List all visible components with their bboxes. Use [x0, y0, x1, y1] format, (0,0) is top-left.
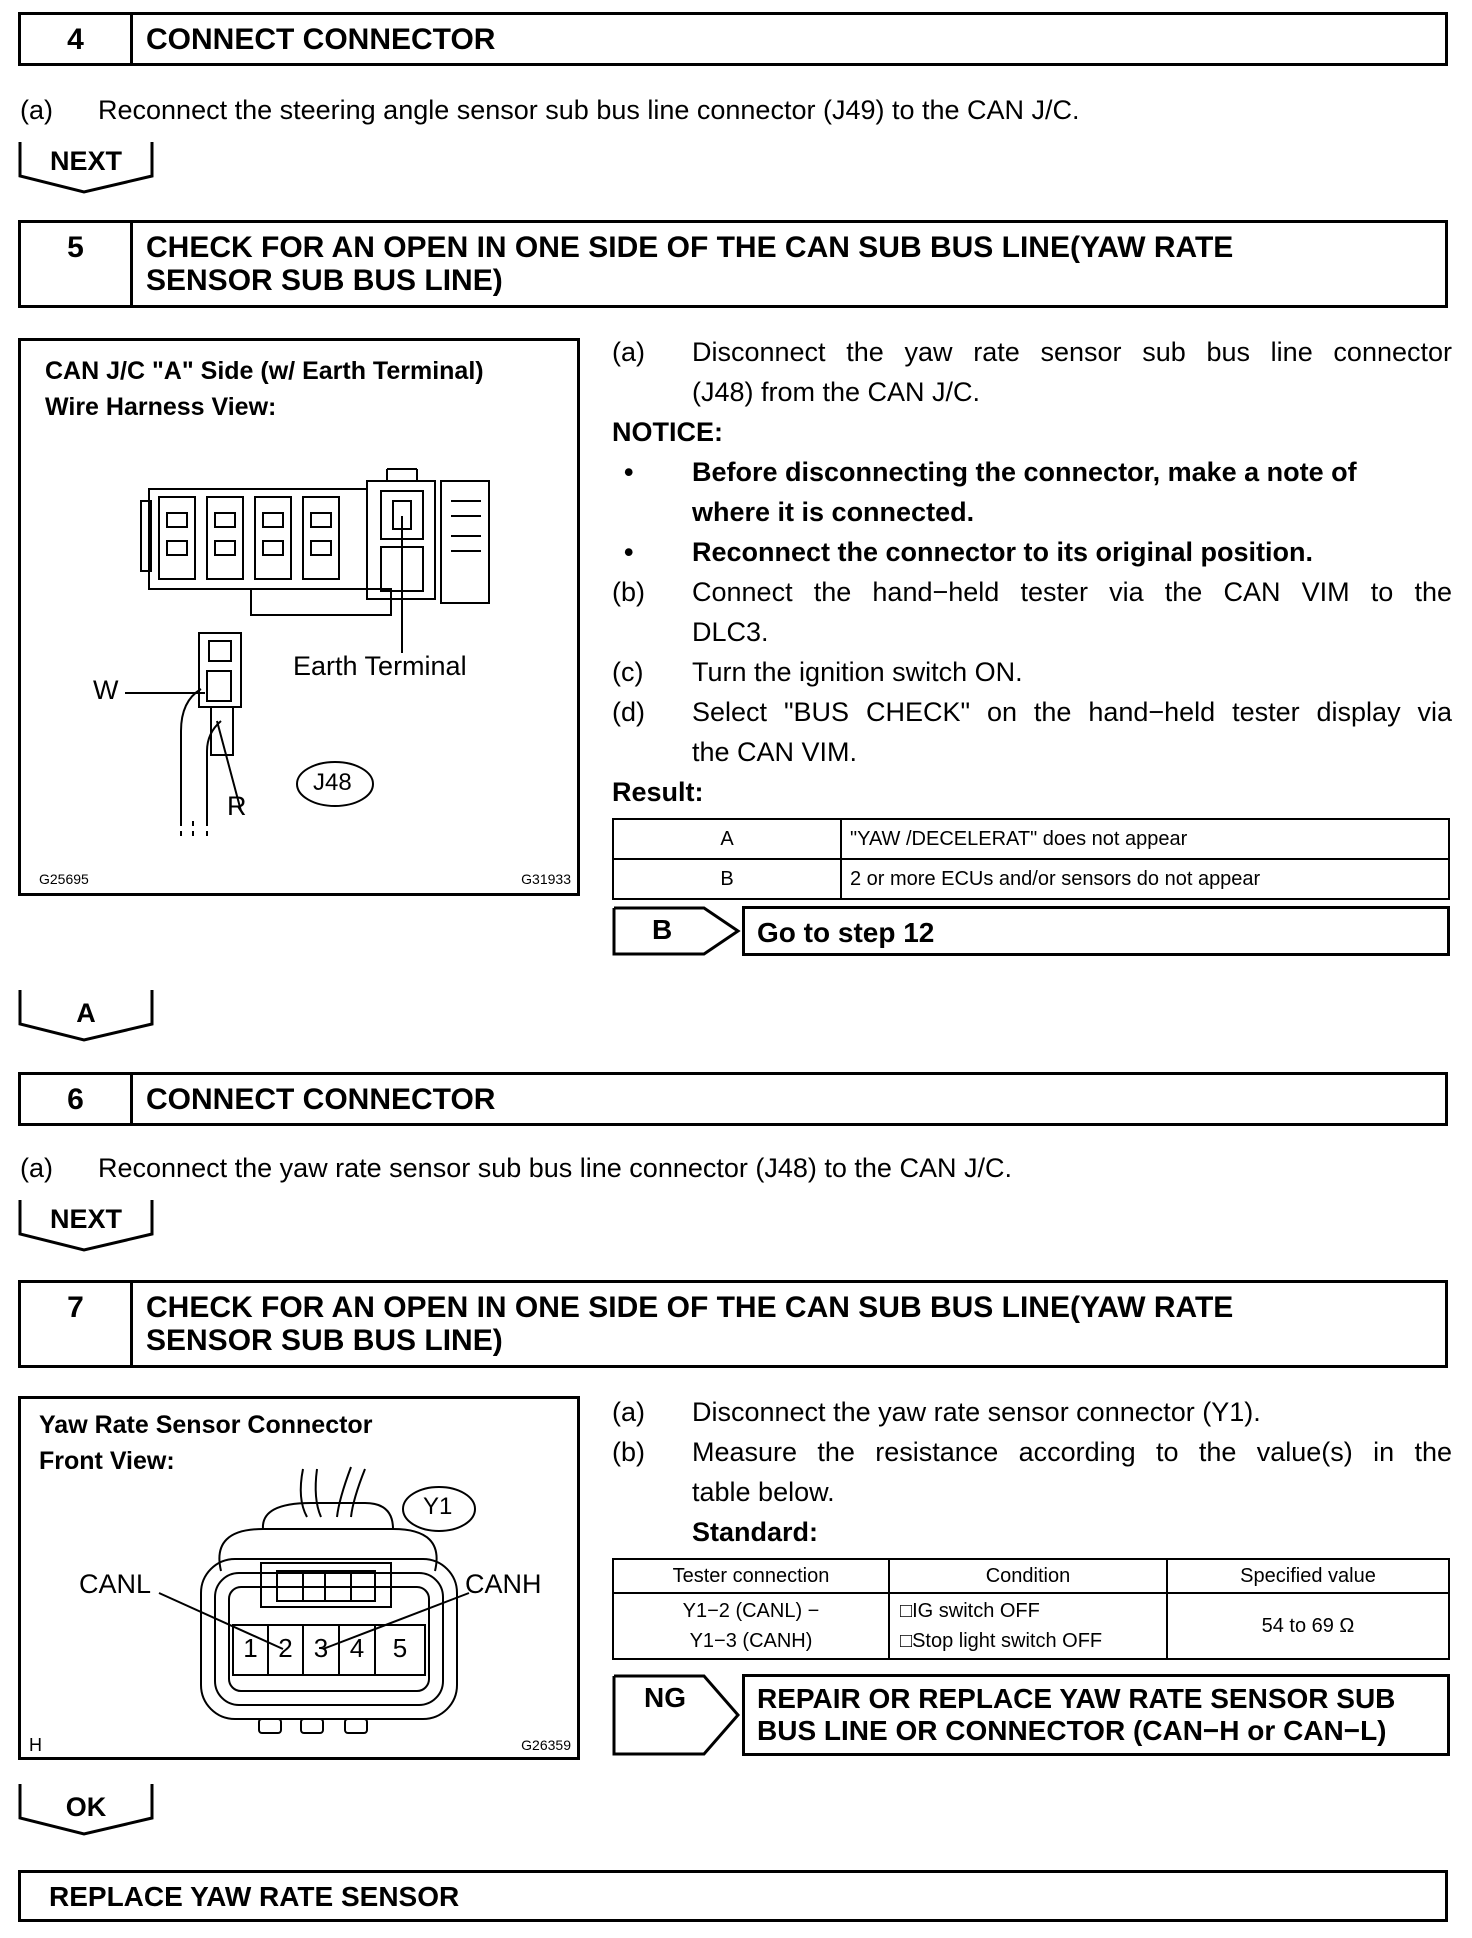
branch-arrow-shape	[612, 906, 742, 956]
standard-table	[612, 1558, 1450, 1660]
next-tag-ok[interactable]	[18, 1782, 154, 1838]
next-label: NEXT	[49, 1204, 122, 1234]
step-7-header	[18, 1280, 1448, 1368]
pin-1: 1	[243, 1633, 258, 1663]
notice-line: where it is connected.	[692, 497, 975, 527]
step-title-line1: CHECK FOR AN OPEN IN ONE SIDE OF THE CAN SUB BUS LINE(YAW RATE	[146, 1291, 1234, 1324]
step-title-line1: CHECK FOR AN OPEN IN ONE SIDE OF THE CAN SUB BUS LINE(YAW RATE	[146, 231, 1234, 264]
step-title: CONNECT CONNECTOR	[146, 1083, 496, 1116]
figure-code-right: G31933	[521, 871, 571, 887]
canh-label: CANH	[465, 1569, 542, 1599]
figure-code-left: G25695	[39, 871, 89, 887]
figure-title-line2: Front View:	[39, 1447, 175, 1475]
pin-number-row	[233, 1633, 425, 1664]
branch-action-text: Go to step 12	[757, 917, 935, 948]
yaw-rate-sensor-figure	[18, 1396, 580, 1760]
connector-id-j48: J48	[313, 769, 352, 796]
result-label: Result:	[612, 777, 704, 807]
can-jc-figure	[18, 338, 580, 896]
step-title: CONNECT CONNECTOR	[146, 23, 496, 56]
condition-cell	[889, 1593, 1167, 1659]
pin-2: 2	[278, 1633, 293, 1663]
pin-4: 4	[349, 1633, 365, 1663]
instruction-line: (J48) from the CAN J/C.	[692, 377, 981, 407]
step-title	[146, 231, 1435, 297]
figure-title-line1: Yaw Rate Sensor Connector	[39, 1411, 373, 1439]
branch-action	[742, 1674, 1450, 1756]
branch-b[interactable]	[612, 906, 1450, 956]
instruction-text: Reconnect the yaw rate sensor sub bus line connector (J48) to the CAN J/C.	[98, 1153, 1012, 1183]
next-tag-a[interactable]	[18, 988, 154, 1044]
step-7-instructions	[612, 1392, 1452, 1552]
result-desc: 2 or more ECUs and/or sensors do not appear	[841, 859, 1449, 899]
instruction-text: Reconnect the steering angle sensor sub bus line connector (J49) to the CAN J/C.	[98, 95, 1080, 125]
tester-connection-line: Y1−3 (CANH)	[689, 1630, 813, 1652]
instruction-b	[612, 572, 1452, 652]
branch-code: NG	[644, 1682, 686, 1713]
w-wire-label: W	[93, 675, 119, 705]
tester-connection-line: Y1−2 (CANL) −	[682, 1600, 820, 1622]
column-header: Tester connection	[613, 1559, 889, 1593]
next-tag-step-4[interactable]	[18, 140, 154, 196]
earth-terminal-label: Earth Terminal	[293, 651, 467, 681]
can-jc-connector-drawing	[21, 341, 577, 893]
result-code: A	[613, 819, 841, 859]
column-header: Condition	[889, 1559, 1167, 1593]
condition-line: □Stop light switch OFF	[900, 1630, 1103, 1652]
branch-action	[742, 906, 1450, 956]
bullet: •	[624, 457, 634, 487]
instruction-a	[612, 332, 1452, 412]
step-title-line2: SENSOR SUB BUS LINE)	[146, 1324, 503, 1357]
next-tag-step-6[interactable]	[18, 1198, 154, 1254]
branch-action-line: BUS LINE OR CONNECTOR (CAN−H or CAN−L)	[757, 1715, 1387, 1746]
instruction-b	[612, 1432, 1452, 1552]
instruction-c	[612, 652, 1452, 692]
instruction-line: Select "BUS CHECK" on the hand−held tester display via	[692, 697, 1452, 727]
branch-action-line: REPAIR OR REPLACE YAW RATE SENSOR SUB	[757, 1683, 1396, 1714]
instruction-marker: (a)	[612, 337, 645, 367]
result-desc: "YAW /DECELERAT" does not appear	[841, 819, 1449, 859]
bullet: •	[624, 537, 634, 567]
table-row	[613, 819, 1449, 859]
tester-connection-cell	[613, 1593, 889, 1659]
step-title-line2: SENSOR SUB BUS LINE)	[146, 264, 503, 297]
connector-id-y1: Y1	[423, 1493, 453, 1520]
next-label: A	[76, 998, 96, 1028]
branch-ng[interactable]	[612, 1674, 1450, 1756]
result-code: B	[613, 859, 841, 899]
pin-5: 5	[392, 1633, 408, 1663]
step-number: 6	[21, 1075, 133, 1123]
instruction-a	[612, 1392, 1452, 1432]
notice-item	[612, 532, 1452, 572]
canl-label: CANL	[79, 1569, 152, 1599]
step-number: 4	[21, 15, 133, 63]
column-header: Specified value	[1167, 1559, 1449, 1593]
instruction-marker: (b)	[612, 577, 645, 607]
table-row	[613, 1593, 1449, 1659]
instruction-line: Disconnect the yaw rate sensor connector (Y1).	[692, 1397, 1261, 1427]
instruction-marker: (a)	[20, 1153, 53, 1183]
table-header-row	[613, 1559, 1449, 1593]
result-table	[612, 818, 1450, 900]
next-label: NEXT	[49, 146, 122, 176]
notice-label: NOTICE:	[612, 417, 723, 447]
step-title	[146, 1291, 1435, 1357]
step-number: 7	[21, 1283, 133, 1365]
instruction-line: the CAN VIM.	[692, 737, 858, 767]
final-action-title: REPLACE YAW RATE SENSOR	[49, 1881, 460, 1912]
step-6-instruction	[20, 1148, 1440, 1188]
condition-line: □IG switch OFF	[900, 1600, 1040, 1622]
instruction-line: Measure the resistance according to the value(s) in the	[692, 1437, 1452, 1467]
step-4-instruction	[20, 90, 1440, 130]
step-number: 5	[21, 223, 133, 305]
next-label: OK	[65, 1792, 107, 1822]
branch-code: B	[652, 914, 673, 945]
standard-label: Standard:	[692, 1517, 819, 1547]
instruction-line: DLC3.	[692, 617, 769, 647]
specified-value-cell: 54 to 69 Ω	[1167, 1593, 1449, 1659]
instruction-line: Disconnect the yaw rate sensor sub bus line connector	[692, 337, 1452, 367]
step-5-header	[18, 220, 1448, 308]
pin-3: 3	[313, 1633, 329, 1663]
step-4-header	[18, 12, 1448, 66]
instruction-marker: (d)	[612, 697, 645, 727]
final-action-box	[18, 1870, 1448, 1922]
instruction-marker: (a)	[612, 1397, 645, 1427]
notice-item	[612, 452, 1452, 532]
figure-code-right: G26359	[521, 1737, 571, 1753]
step-5-instructions	[612, 332, 1452, 812]
table-row	[613, 859, 1449, 899]
instruction-line: table below.	[692, 1477, 835, 1507]
figure-code-left: H	[29, 1735, 42, 1755]
instruction-marker: (b)	[612, 1437, 645, 1467]
instruction-marker: (c)	[612, 657, 644, 687]
instruction-marker: (a)	[20, 95, 53, 125]
notice-line: Before disconnecting the connector, make a note of	[692, 457, 1357, 487]
notice-line: Reconnect the connector to its original position.	[692, 537, 1314, 567]
step-6-header	[18, 1072, 1448, 1126]
r-wire-label: R	[227, 791, 247, 821]
figure-title-line2: Wire Harness View:	[45, 393, 277, 421]
instruction-line: Turn the ignition switch ON.	[692, 657, 1023, 687]
instruction-line: Connect the hand−held tester via the CAN VIM to the	[692, 577, 1452, 607]
figure-title-line1: CAN J/C "A" Side (w/ Earth Terminal)	[45, 357, 484, 385]
instruction-d	[612, 692, 1452, 772]
